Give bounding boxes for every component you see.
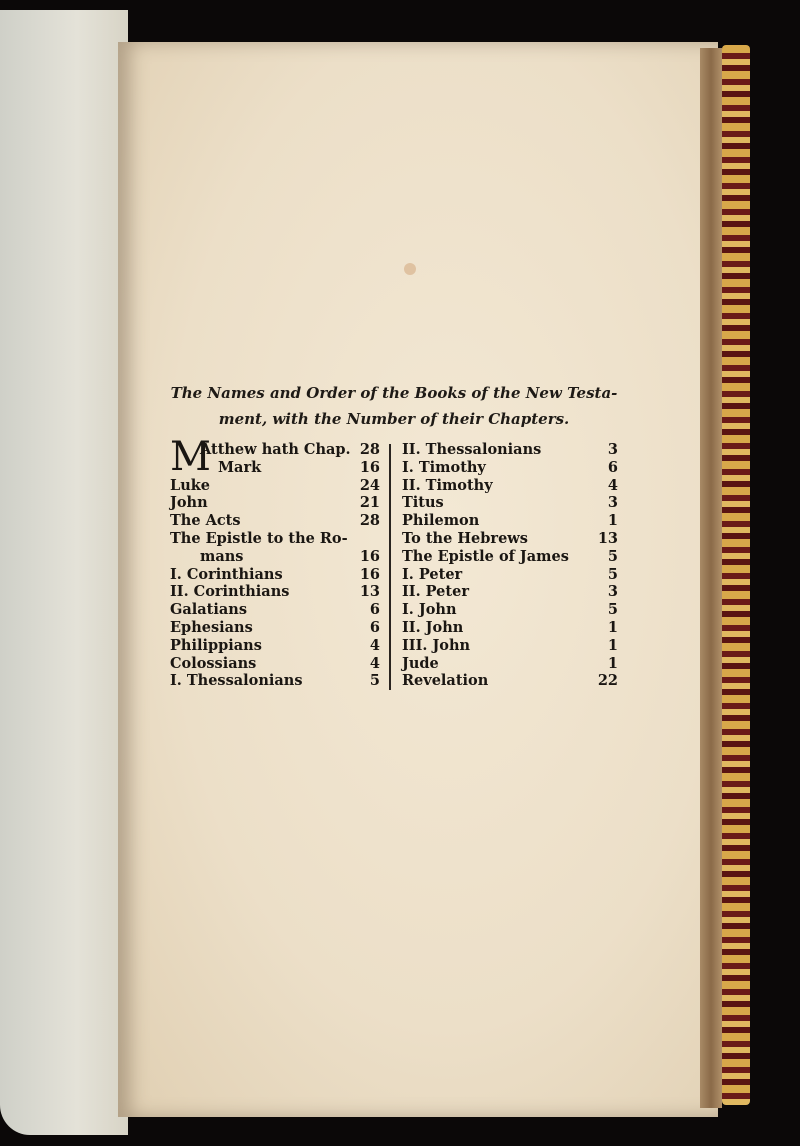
book-name: The Epistle of James [402,547,569,565]
chapter-count: 4 [369,654,380,672]
book-name: I. John [402,601,457,619]
book-name: III. John [402,636,471,654]
book-name: II. Peter [402,583,469,601]
chapter-count: 13 [359,583,380,601]
book-row [170,494,380,512]
book-name: mans [200,547,244,565]
book-name: II. Timothy [402,476,493,494]
book-name: Jude [402,654,439,672]
book-row [170,512,380,530]
chapter-count: 22 [597,672,618,690]
book-row [402,530,618,548]
book-row [170,548,380,566]
chapter-count: 1 [607,618,618,636]
book-row [170,459,380,477]
book-name: The Epistle to the Ro- [170,529,348,547]
book-name: II. Thessalonians [402,441,542,458]
book-row [402,637,618,655]
book-name: Ephesians [170,618,253,636]
chapter-count: 6 [369,601,380,619]
facing-left-page [0,10,128,1135]
foxing-spot [404,263,416,275]
books-left-column [170,441,380,690]
book-name: To the Hebrews [402,529,528,547]
gilt-binding-edge [722,45,750,1105]
book-row [170,566,380,584]
book-name: I. Thessalonians [170,672,303,690]
book-name: Atthew hath Chap. [200,441,351,458]
book-row [402,672,618,690]
book-row [402,583,618,601]
book-name: Colossians [170,654,257,672]
book-row [402,477,618,495]
chapter-count: 3 [607,494,618,512]
book-row [402,566,618,584]
book-row [170,530,380,548]
books-right-column [402,441,618,690]
book-row [402,548,618,566]
book-name: Mark [218,458,262,476]
book-row [402,459,618,477]
chapter-count: 16 [359,547,380,565]
book-row [402,512,618,530]
book-name: Galatians [170,601,247,619]
book-row [170,583,380,601]
book-name: John [170,494,208,512]
heading-line-2: ment, with the Number of their Chapters. [218,410,570,428]
book-name: Philippians [170,636,262,654]
book-name: I. Timothy [402,458,486,476]
chapter-count: 1 [607,512,618,530]
book-row [170,655,380,673]
book-row [402,494,618,512]
chapter-count: 16 [359,458,380,476]
book-row [170,477,380,495]
book-row [402,441,618,459]
chapter-count: 16 [359,565,380,583]
book-name: Titus [402,494,444,512]
chapter-count: 1 [607,654,618,672]
chapter-count: 28 [359,512,380,530]
book-name: The Acts [170,512,241,530]
book-name: Luke [170,476,211,494]
book-row [170,441,380,459]
chapter-count: 5 [607,565,618,583]
page-heading [168,380,620,432]
chapter-count: 3 [607,583,618,601]
chapter-count: 5 [607,601,618,619]
chapter-count: 1 [607,636,618,654]
chapter-count: 21 [359,494,380,512]
book-name: I. Corinthians [170,565,283,583]
book-row [170,672,380,690]
book-row [170,619,380,637]
column-divider [389,444,391,690]
book-row [402,655,618,673]
drop-cap: M [170,434,211,480]
chapter-count: 13 [597,529,618,547]
book-row [402,601,618,619]
book-row [402,619,618,637]
book-name: Revelation [402,672,489,690]
book-row [170,637,380,655]
book-row [170,601,380,619]
chapter-count: 5 [369,672,380,690]
book-name: II. John [402,618,464,636]
chapter-count: 4 [369,636,380,654]
chapter-count: 6 [607,458,618,476]
book-name: I. Peter [402,565,463,583]
page-edges [700,48,722,1108]
chapter-count: 28 [359,441,380,458]
heading-line-1: The Names and Order of the Books of the New Testa- [170,384,618,402]
chapter-count: 24 [359,476,380,494]
chapter-count: 6 [369,618,380,636]
chapter-count: 5 [607,547,618,565]
book-name: II. Corinthians [170,583,290,601]
chapter-count: 3 [607,441,618,458]
chapter-count: 4 [607,476,618,494]
book-name: Philemon [402,512,480,530]
